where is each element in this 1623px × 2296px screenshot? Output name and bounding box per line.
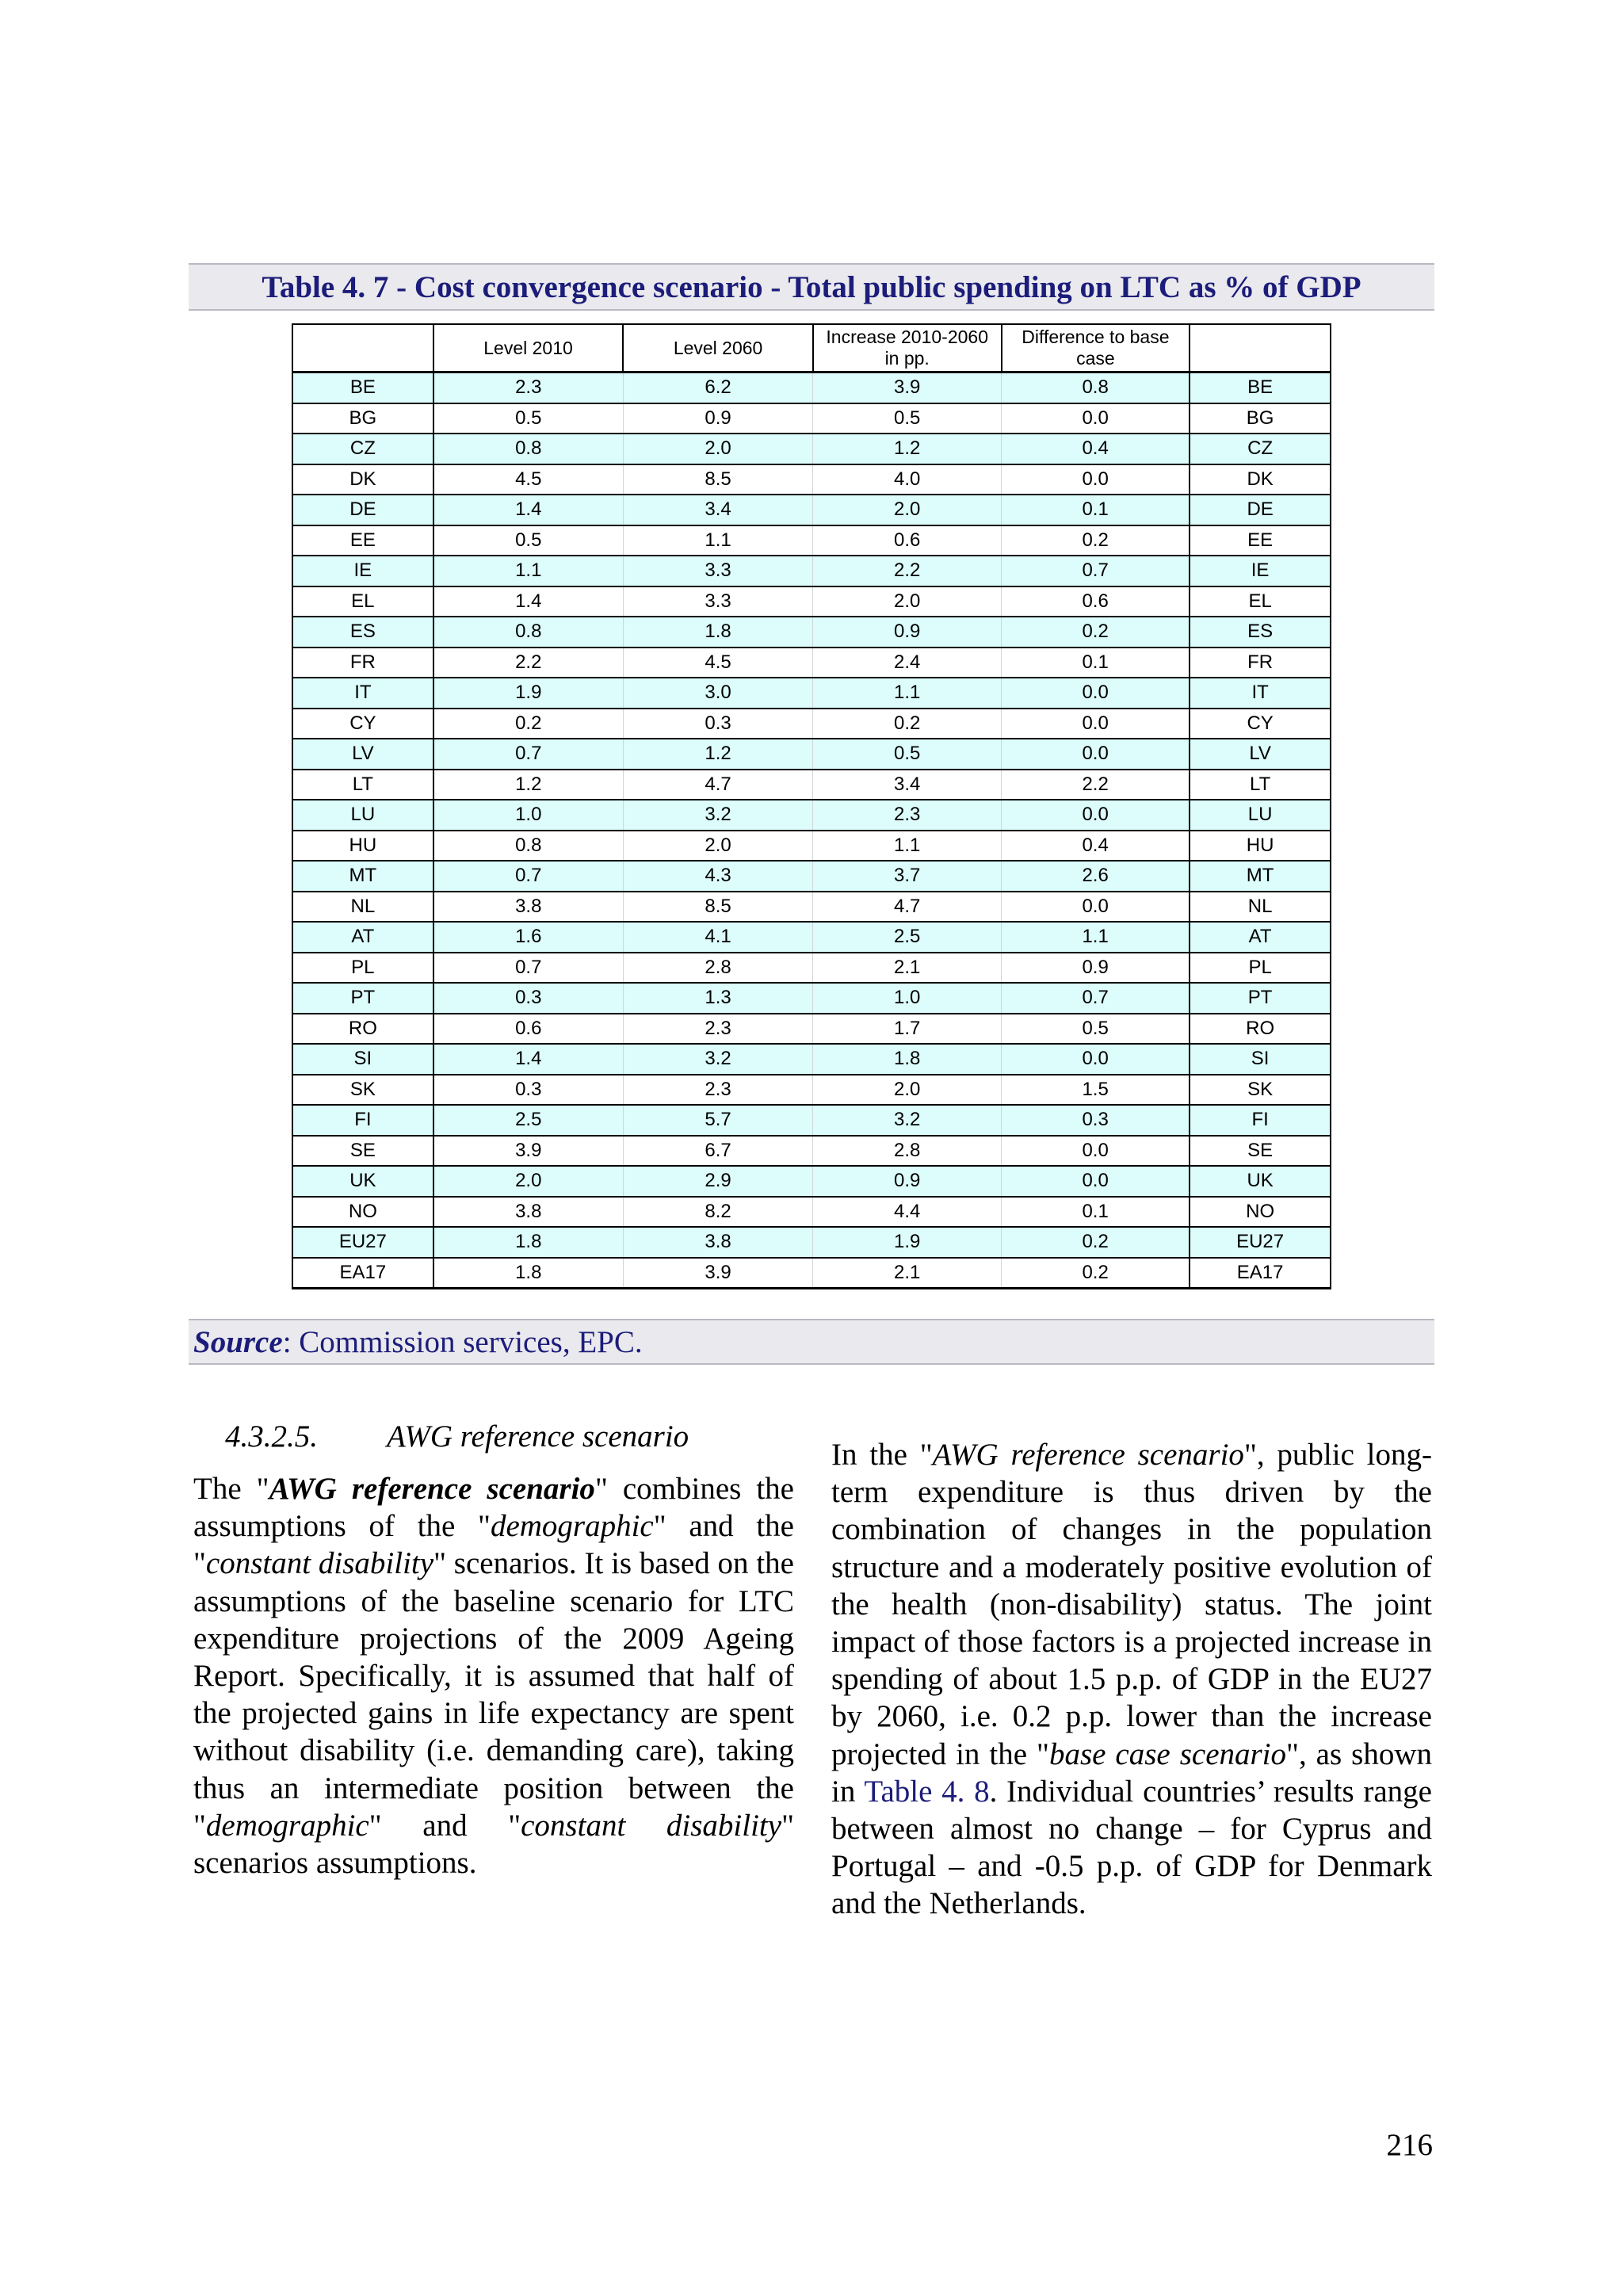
cell-level-2010: 3.8 bbox=[433, 1197, 624, 1228]
cell-country-left: ES bbox=[292, 617, 433, 648]
table-row bbox=[292, 1227, 1331, 1258]
cell-difference: 0.0 bbox=[1002, 678, 1190, 709]
table-reference-link[interactable]: Table 4. 8 bbox=[864, 1774, 990, 1809]
table-row bbox=[292, 983, 1331, 1014]
text-run-italic: constant disability bbox=[521, 1808, 782, 1843]
table-row bbox=[292, 1105, 1331, 1136]
cell-country-right: LT bbox=[1190, 770, 1331, 800]
table-row bbox=[292, 648, 1331, 678]
cell-increase: 2.1 bbox=[813, 953, 1002, 984]
table-container bbox=[292, 323, 1331, 1289]
cell-level-2060: 1.2 bbox=[623, 739, 813, 770]
cell-level-2010: 1.8 bbox=[433, 1227, 624, 1258]
cell-level-2060: 1.3 bbox=[623, 983, 813, 1014]
cell-country-right: LU bbox=[1190, 800, 1331, 831]
cell-level-2010: 1.9 bbox=[433, 678, 624, 709]
table-row bbox=[292, 800, 1331, 831]
table-row bbox=[292, 556, 1331, 586]
header-level-2010: Level 2010 bbox=[433, 324, 624, 372]
cell-increase: 2.8 bbox=[813, 1136, 1002, 1167]
cell-level-2010: 0.7 bbox=[433, 861, 624, 892]
cell-level-2060: 8.2 bbox=[623, 1197, 813, 1228]
table-row bbox=[292, 586, 1331, 617]
cell-country-right: PT bbox=[1190, 983, 1331, 1014]
cell-increase: 4.0 bbox=[813, 464, 1002, 495]
table-row bbox=[292, 1258, 1331, 1289]
table-row bbox=[292, 617, 1331, 648]
cell-increase: 1.7 bbox=[813, 1014, 1002, 1045]
ltc-spending-table bbox=[292, 323, 1331, 1289]
cell-level-2060: 3.9 bbox=[623, 1258, 813, 1289]
cell-difference: 0.0 bbox=[1002, 1166, 1190, 1197]
cell-country-left: CZ bbox=[292, 434, 433, 464]
table-row bbox=[292, 922, 1331, 953]
cell-country-left: UK bbox=[292, 1166, 433, 1197]
table-row bbox=[292, 739, 1331, 770]
table-row bbox=[292, 434, 1331, 464]
cell-country-left: FI bbox=[292, 1105, 433, 1136]
source-text: : Commission services, EPC. bbox=[282, 1324, 643, 1359]
cell-country-right: BE bbox=[1190, 372, 1331, 403]
table-header-row bbox=[292, 324, 1331, 372]
cell-country-right: EU27 bbox=[1190, 1227, 1331, 1258]
cell-increase: 1.2 bbox=[813, 434, 1002, 464]
cell-level-2010: 0.3 bbox=[433, 1075, 624, 1106]
cell-level-2010: 0.3 bbox=[433, 983, 624, 1014]
cell-country-left: BG bbox=[292, 403, 433, 434]
cell-difference: 1.5 bbox=[1002, 1075, 1190, 1106]
cell-difference: 0.8 bbox=[1002, 372, 1190, 403]
section-number: 4.3.2.5. bbox=[225, 1419, 318, 1454]
cell-difference: 0.0 bbox=[1002, 403, 1190, 434]
table-row bbox=[292, 831, 1331, 861]
cell-country-right: EE bbox=[1190, 525, 1331, 556]
text-run: In the " bbox=[831, 1438, 933, 1472]
cell-difference: 0.0 bbox=[1002, 892, 1190, 923]
header-level-2060: Level 2060 bbox=[623, 324, 813, 372]
table-row bbox=[292, 1136, 1331, 1167]
cell-country-right: DE bbox=[1190, 495, 1331, 525]
cell-country-right: CZ bbox=[1190, 434, 1331, 464]
cell-country-right: ES bbox=[1190, 617, 1331, 648]
cell-country-right: FR bbox=[1190, 648, 1331, 678]
left-column-paragraph bbox=[193, 1470, 794, 1881]
cell-level-2010: 4.5 bbox=[433, 464, 624, 495]
cell-increase: 0.9 bbox=[813, 617, 1002, 648]
text-run-italic: base case scenario bbox=[1048, 1736, 1287, 1771]
cell-difference: 0.0 bbox=[1002, 739, 1190, 770]
table-row bbox=[292, 1014, 1331, 1045]
cell-increase: 1.0 bbox=[813, 983, 1002, 1014]
cell-level-2060: 4.1 bbox=[623, 922, 813, 953]
cell-level-2010: 0.6 bbox=[433, 1014, 624, 1045]
cell-difference: 2.2 bbox=[1002, 770, 1190, 800]
text-run: . Individual countries’ results range between almost no change – for Cyprus and Portugal – and -0.5 p.p. of GDP for Denmark and the Netherlands. bbox=[831, 1774, 1432, 1921]
table-row bbox=[292, 770, 1331, 800]
table-caption-band bbox=[189, 263, 1434, 311]
text-run: " scenarios. It is based on the assumptions of the baseline scenario for LTC expenditure projections of the 2009 Ageing Report. Specifically, it is assumed that half of the projected gains in life expectancy are spent without disability (i.e. demanding care), taking thus an intermediate position between the " bbox=[193, 1546, 794, 1843]
cell-level-2010: 0.5 bbox=[433, 403, 624, 434]
cell-country-left: EL bbox=[292, 586, 433, 617]
cell-country-right: IT bbox=[1190, 678, 1331, 709]
cell-country-left: SE bbox=[292, 1136, 433, 1167]
cell-level-2060: 1.1 bbox=[623, 525, 813, 556]
cell-country-right: RO bbox=[1190, 1014, 1331, 1045]
cell-difference: 0.4 bbox=[1002, 434, 1190, 464]
cell-difference: 0.6 bbox=[1002, 586, 1190, 617]
cell-country-left: HU bbox=[292, 831, 433, 861]
cell-increase: 0.9 bbox=[813, 1166, 1002, 1197]
cell-level-2010: 0.7 bbox=[433, 953, 624, 984]
cell-level-2060: 3.3 bbox=[623, 556, 813, 586]
cell-difference: 0.2 bbox=[1002, 1258, 1190, 1289]
header-blank-left bbox=[292, 324, 433, 372]
cell-increase: 0.5 bbox=[813, 403, 1002, 434]
cell-level-2010: 1.2 bbox=[433, 770, 624, 800]
cell-difference: 0.9 bbox=[1002, 953, 1190, 984]
cell-level-2060: 8.5 bbox=[623, 892, 813, 923]
section-title: AWG reference scenario bbox=[387, 1419, 689, 1454]
cell-increase: 3.2 bbox=[813, 1105, 1002, 1136]
cell-increase: 1.9 bbox=[813, 1227, 1002, 1258]
cell-country-right: IE bbox=[1190, 556, 1331, 586]
text-run-italic: demographic bbox=[490, 1509, 654, 1544]
table-row bbox=[292, 1044, 1331, 1075]
cell-increase: 2.0 bbox=[813, 495, 1002, 525]
cell-country-left: DE bbox=[292, 495, 433, 525]
cell-increase: 1.8 bbox=[813, 1044, 1002, 1075]
cell-country-right: MT bbox=[1190, 861, 1331, 892]
text-run: " and " bbox=[369, 1808, 521, 1843]
cell-increase: 0.5 bbox=[813, 739, 1002, 770]
table-row bbox=[292, 403, 1331, 434]
cell-difference: 0.1 bbox=[1002, 648, 1190, 678]
cell-increase: 2.4 bbox=[813, 648, 1002, 678]
cell-level-2010: 2.0 bbox=[433, 1166, 624, 1197]
cell-difference: 0.0 bbox=[1002, 1136, 1190, 1167]
cell-increase: 2.0 bbox=[813, 586, 1002, 617]
cell-country-right: AT bbox=[1190, 922, 1331, 953]
table-row bbox=[292, 372, 1331, 403]
text-run-bold-italic: AWG reference scenario bbox=[269, 1472, 595, 1506]
table-row bbox=[292, 892, 1331, 923]
cell-country-left: SK bbox=[292, 1075, 433, 1106]
cell-increase: 3.9 bbox=[813, 372, 1002, 403]
cell-level-2010: 1.0 bbox=[433, 800, 624, 831]
cell-increase: 1.1 bbox=[813, 831, 1002, 861]
cell-increase: 0.6 bbox=[813, 525, 1002, 556]
text-run: " scenarios assumptions. bbox=[193, 1808, 794, 1881]
cell-difference: 0.7 bbox=[1002, 556, 1190, 586]
cell-country-left: AT bbox=[292, 922, 433, 953]
text-run-italic: AWG reference scenario bbox=[932, 1438, 1244, 1472]
cell-country-left: LU bbox=[292, 800, 433, 831]
cell-level-2060: 2.3 bbox=[623, 1014, 813, 1045]
cell-level-2060: 4.5 bbox=[623, 648, 813, 678]
cell-level-2060: 2.9 bbox=[623, 1166, 813, 1197]
cell-increase: 2.5 bbox=[813, 922, 1002, 953]
cell-level-2060: 0.9 bbox=[623, 403, 813, 434]
cell-country-right: BG bbox=[1190, 403, 1331, 434]
cell-level-2010: 1.6 bbox=[433, 922, 624, 953]
cell-country-right: NL bbox=[1190, 892, 1331, 923]
cell-country-left: DK bbox=[292, 464, 433, 495]
cell-difference: 0.2 bbox=[1002, 617, 1190, 648]
cell-level-2010: 2.2 bbox=[433, 648, 624, 678]
cell-level-2010: 3.8 bbox=[433, 892, 624, 923]
cell-increase: 2.3 bbox=[813, 800, 1002, 831]
text-run: ", public long-term expenditure is thus driven by the combination of changes in the population structure and a moderately positive evolution of the health (non-disability) status. The joint impact of those factors is a projected increase in spending of about 1.5 p.p. of GDP in the EU27 by 2060, i.e. 0.2 p.p. lower than the increase projected in the " bbox=[831, 1438, 1432, 1771]
cell-country-left: EU27 bbox=[292, 1227, 433, 1258]
cell-level-2010: 0.8 bbox=[433, 617, 624, 648]
cell-country-left: EA17 bbox=[292, 1258, 433, 1289]
cell-level-2010: 1.1 bbox=[433, 556, 624, 586]
header-difference: Difference to base case bbox=[1002, 324, 1190, 372]
cell-difference: 0.0 bbox=[1002, 1044, 1190, 1075]
cell-difference: 0.5 bbox=[1002, 1014, 1190, 1045]
cell-level-2010: 2.5 bbox=[433, 1105, 624, 1136]
source-band bbox=[189, 1319, 1434, 1365]
cell-country-right: EL bbox=[1190, 586, 1331, 617]
cell-level-2060: 3.8 bbox=[623, 1227, 813, 1258]
cell-level-2010: 0.2 bbox=[433, 709, 624, 739]
cell-country-left: PL bbox=[292, 953, 433, 984]
cell-level-2060: 2.0 bbox=[623, 831, 813, 861]
cell-country-right: PL bbox=[1190, 953, 1331, 984]
cell-country-left: PT bbox=[292, 983, 433, 1014]
text-run: " combines the assumptions of the " bbox=[193, 1472, 794, 1544]
text-run-italic: constant disability bbox=[205, 1546, 434, 1581]
table-caption: Table 4. 7 - Cost convergence scenario - Total public spending on LTC as % of GDP bbox=[262, 269, 1361, 304]
cell-level-2060: 2.8 bbox=[623, 953, 813, 984]
cell-country-right: EA17 bbox=[1190, 1258, 1331, 1289]
cell-level-2060: 2.3 bbox=[623, 1075, 813, 1106]
cell-country-right: SK bbox=[1190, 1075, 1331, 1106]
cell-country-right: HU bbox=[1190, 831, 1331, 861]
cell-country-left: SI bbox=[292, 1044, 433, 1075]
section-heading bbox=[225, 1419, 689, 1454]
cell-country-right: SE bbox=[1190, 1136, 1331, 1167]
cell-level-2060: 3.3 bbox=[623, 586, 813, 617]
text-run: The " bbox=[193, 1472, 269, 1506]
cell-increase: 3.4 bbox=[813, 770, 1002, 800]
cell-level-2010: 2.3 bbox=[433, 372, 624, 403]
cell-level-2060: 3.4 bbox=[623, 495, 813, 525]
cell-increase: 2.0 bbox=[813, 1075, 1002, 1106]
cell-country-right: SI bbox=[1190, 1044, 1331, 1075]
table-row bbox=[292, 678, 1331, 709]
cell-difference: 0.3 bbox=[1002, 1105, 1190, 1136]
cell-level-2060: 1.8 bbox=[623, 617, 813, 648]
cell-country-left: LV bbox=[292, 739, 433, 770]
cell-level-2010: 1.8 bbox=[433, 1258, 624, 1289]
cell-difference: 0.1 bbox=[1002, 1197, 1190, 1228]
cell-level-2010: 1.4 bbox=[433, 495, 624, 525]
cell-difference: 0.0 bbox=[1002, 800, 1190, 831]
cell-increase: 1.1 bbox=[813, 678, 1002, 709]
cell-difference: 0.2 bbox=[1002, 1227, 1190, 1258]
cell-level-2060: 3.2 bbox=[623, 800, 813, 831]
table-row bbox=[292, 1166, 1331, 1197]
cell-level-2060: 4.7 bbox=[623, 770, 813, 800]
cell-country-right: LV bbox=[1190, 739, 1331, 770]
cell-level-2060: 3.2 bbox=[623, 1044, 813, 1075]
table-row bbox=[292, 1075, 1331, 1106]
cell-country-left: FR bbox=[292, 648, 433, 678]
cell-difference: 0.1 bbox=[1002, 495, 1190, 525]
cell-country-left: MT bbox=[292, 861, 433, 892]
cell-level-2010: 0.8 bbox=[433, 831, 624, 861]
cell-level-2060: 6.2 bbox=[623, 372, 813, 403]
cell-country-left: LT bbox=[292, 770, 433, 800]
cell-level-2060: 8.5 bbox=[623, 464, 813, 495]
text-run-italic: demographic bbox=[205, 1808, 369, 1843]
cell-difference: 0.7 bbox=[1002, 983, 1190, 1014]
header-increase: Increase 2010-2060 in pp. bbox=[813, 324, 1002, 372]
cell-level-2010: 0.5 bbox=[433, 525, 624, 556]
cell-country-right: FI bbox=[1190, 1105, 1331, 1136]
text-run: " and the " bbox=[193, 1509, 794, 1581]
cell-difference: 0.2 bbox=[1002, 525, 1190, 556]
cell-level-2060: 4.3 bbox=[623, 861, 813, 892]
cell-country-right: CY bbox=[1190, 709, 1331, 739]
cell-level-2010: 1.4 bbox=[433, 1044, 624, 1075]
cell-country-left: NL bbox=[292, 892, 433, 923]
cell-level-2060: 3.0 bbox=[623, 678, 813, 709]
cell-level-2010: 3.9 bbox=[433, 1136, 624, 1167]
cell-country-left: EE bbox=[292, 525, 433, 556]
cell-difference: 0.0 bbox=[1002, 464, 1190, 495]
cell-difference: 0.0 bbox=[1002, 709, 1190, 739]
cell-difference: 1.1 bbox=[1002, 922, 1190, 953]
cell-level-2060: 5.7 bbox=[623, 1105, 813, 1136]
source-label: Source bbox=[193, 1324, 283, 1359]
cell-country-left: IE bbox=[292, 556, 433, 586]
cell-country-right: NO bbox=[1190, 1197, 1331, 1228]
text-run: ", as shown in bbox=[831, 1736, 1432, 1809]
table-row bbox=[292, 709, 1331, 739]
cell-country-left: CY bbox=[292, 709, 433, 739]
table-row bbox=[292, 861, 1331, 892]
cell-increase: 4.4 bbox=[813, 1197, 1002, 1228]
cell-country-left: IT bbox=[292, 678, 433, 709]
cell-level-2010: 0.8 bbox=[433, 434, 624, 464]
right-column-paragraph bbox=[831, 1436, 1432, 1923]
cell-country-right: UK bbox=[1190, 1166, 1331, 1197]
page-number: 216 bbox=[1386, 2128, 1433, 2162]
table-row bbox=[292, 495, 1331, 525]
header-blank-right bbox=[1190, 324, 1331, 372]
cell-level-2010: 1.4 bbox=[433, 586, 624, 617]
table-row bbox=[292, 953, 1331, 984]
cell-level-2060: 6.7 bbox=[623, 1136, 813, 1167]
cell-difference: 0.4 bbox=[1002, 831, 1190, 861]
cell-country-left: NO bbox=[292, 1197, 433, 1228]
table-row bbox=[292, 1197, 1331, 1228]
cell-increase: 3.7 bbox=[813, 861, 1002, 892]
cell-level-2060: 0.3 bbox=[623, 709, 813, 739]
cell-country-right: DK bbox=[1190, 464, 1331, 495]
cell-increase: 4.7 bbox=[813, 892, 1002, 923]
cell-level-2060: 2.0 bbox=[623, 434, 813, 464]
cell-country-left: BE bbox=[292, 372, 433, 403]
cell-increase: 2.1 bbox=[813, 1258, 1002, 1289]
cell-level-2010: 0.7 bbox=[433, 739, 624, 770]
table-row bbox=[292, 464, 1331, 495]
cell-country-left: RO bbox=[292, 1014, 433, 1045]
cell-difference: 2.6 bbox=[1002, 861, 1190, 892]
cell-increase: 0.2 bbox=[813, 709, 1002, 739]
table-row bbox=[292, 525, 1331, 556]
cell-increase: 2.2 bbox=[813, 556, 1002, 586]
